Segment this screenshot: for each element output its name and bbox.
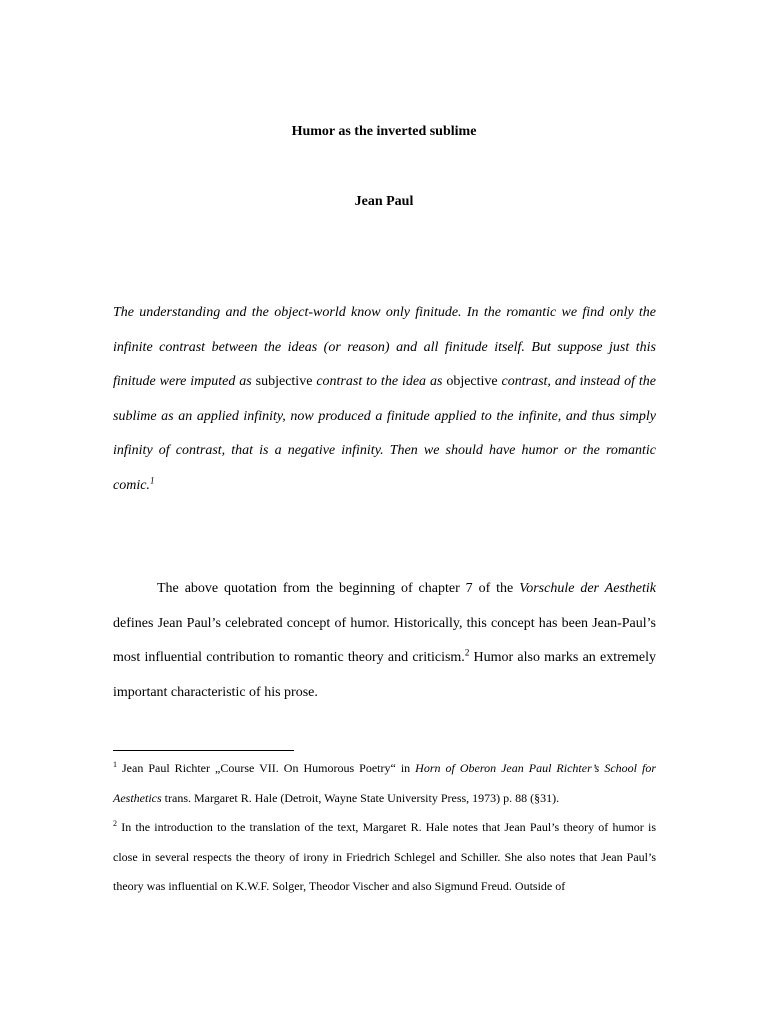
- footnote-2: [113, 813, 656, 902]
- document-author: Jean Paul: [354, 194, 414, 209]
- footnote-text-part1: Jean Paul Richter „Course VII. On Humorous Poetry“ in: [117, 761, 416, 775]
- footnote-book-title: Horn of Oberon Jean Paul Richter’s School for Aesthetics: [113, 761, 656, 805]
- footnotes: [113, 754, 656, 902]
- footnote-separator: [113, 750, 294, 751]
- epigraph-text-part3: contrast, and instead of the sublime as an applied infinity, now produced a finitude applied to the infinite, and thus simply infinity of contrast, that is a negative infinity. Then we should have humor or the romantic comic.: [113, 374, 656, 493]
- footnote-number: 1: [113, 760, 117, 769]
- footnote-ref-2[interactable]: 2: [464, 647, 470, 658]
- footnote-text-part2: trans. Margaret R. Hale (Detroit, Wayne State University Press, 1973) p. 88 (§31).: [161, 790, 560, 805]
- epigraph-quotation: [113, 296, 656, 504]
- epigraph-objective: objective: [446, 374, 498, 390]
- footnote-1: [113, 754, 656, 813]
- epigraph-text-part2: contrast to the idea as: [312, 374, 447, 390]
- footnote-number: 2: [113, 819, 117, 829]
- body-text-part1: The above quotation from the beginning of chapter 7 of the: [157, 581, 520, 596]
- footnote-text: In the introduction to the translation of the text, Margaret R. Hale notes that Jean Paul’s theory of humor is close in several respects the theory of irony in Friedrich Schlegel and Schiller. She also notes that Jean Paul’s theory was influential on K.W.F. Solger, Theodor Vischer and also Sigmund Freud. Outside of: [113, 820, 656, 894]
- document-title: Humor as the inverted sublime: [291, 124, 477, 139]
- epigraph-text-part1: The understanding and the object-world know only finitude. In the romantic we find only the infinite contrast between the ideas (or reason) and all finitude itself. But suppose just this finitude were imputed as: [113, 305, 656, 390]
- work-title: Vorschule der Aesthetik: [519, 581, 656, 596]
- body-text-part2: defines Jean Paul’s celebrated concept of humor. Historically, this concept has been Jean-Paul’s most influential contribution to romantic theory and criticism.: [113, 615, 656, 666]
- body-paragraph: [113, 572, 656, 710]
- footnote-ref-1[interactable]: 1: [149, 475, 155, 486]
- epigraph-subjective: subjective: [255, 374, 313, 390]
- body-text-part3: Humor also marks an extremely important characteristic of his prose.: [113, 650, 656, 700]
